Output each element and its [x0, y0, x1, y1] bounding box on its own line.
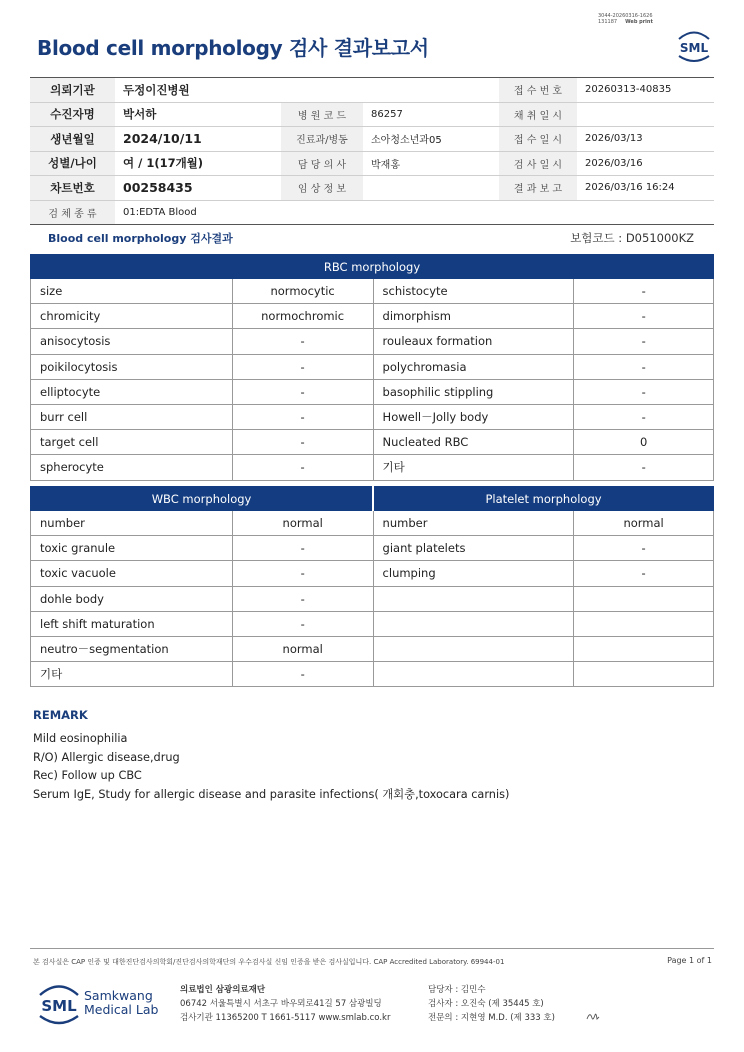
wbc-item-result [574, 611, 714, 636]
rbc-row [31, 379, 714, 404]
rbc-row [31, 430, 714, 455]
wbc-item-result: - [232, 611, 373, 636]
wbc-item-result: - [232, 586, 373, 611]
rbc-item-name: schistocyte [373, 279, 574, 304]
label-result-report: 결 과 보 고 [499, 176, 577, 201]
web-print-label: Web print [625, 19, 653, 25]
report-title: Blood cell morphology 검사 결과보고서 [37, 36, 429, 60]
rbc-item-name: anisocytosis [31, 329, 233, 354]
wbc-item-name [373, 586, 574, 611]
rbc-item-name: size [31, 279, 233, 304]
label-requesting-institution: 의뢰기관 [30, 78, 115, 103]
footer-divider [30, 948, 714, 949]
wbc-item-result: - [232, 561, 373, 586]
rbc-item-result: 0 [574, 430, 714, 455]
rbc-row [31, 354, 714, 379]
info-row [30, 200, 714, 224]
rbc-item-result: - [574, 329, 714, 354]
value-department: 소아청소년과05 [363, 127, 499, 152]
wbc-header-row [31, 487, 714, 511]
rbc-row [31, 455, 714, 480]
rbc-item-name: elliptocyte [31, 379, 233, 404]
rbc-morphology-table [30, 254, 714, 481]
wbc-item-name: neutro－segmentation [31, 636, 233, 661]
remark-line: R/O) Allergic disease,drug [33, 750, 180, 764]
staff-manager: 담당자 : 김민수 [428, 985, 486, 995]
label-patient-name: 수진자명 [30, 102, 115, 127]
rbc-item-name: basophilic stippling [373, 379, 574, 404]
rbc-header-row [31, 255, 714, 279]
patient-info-table [30, 77, 714, 225]
print-code [598, 13, 668, 25]
value-specimen-type: 01:EDTA Blood [115, 200, 714, 224]
lab-name [84, 989, 158, 1017]
label-chart-number: 차트번호 [30, 176, 115, 201]
info-row [30, 151, 714, 176]
sml-logo-text: SML [679, 41, 709, 55]
wbc-item-name: clumping [373, 561, 574, 586]
label-collection-time: 채 취 일 시 [499, 102, 577, 127]
label-doctor: 담 당 의 사 [281, 151, 363, 176]
label-receipt-date: 접 수 일 시 [499, 127, 577, 152]
info-row [30, 102, 714, 127]
foundation-info [180, 983, 390, 1025]
wbc-item-name: left shift maturation [31, 611, 233, 636]
wbc-item-name: dohle body [31, 586, 233, 611]
value-requesting-institution: 두정이진병원 [115, 78, 281, 103]
rbc-item-result: - [232, 404, 373, 429]
wbc-item-name: number [373, 511, 574, 536]
lab-name-line2: Medical Lab [84, 1002, 159, 1017]
value-birth-date: 2024/10/11 [115, 127, 281, 152]
wbc-item-name: toxic granule [31, 536, 233, 561]
print-code-line1: 3044-20260316-1626 [598, 13, 653, 19]
rbc-item-result: - [574, 304, 714, 329]
rbc-item-name: dimorphism [373, 304, 574, 329]
rbc-item-name: rouleaux formation [373, 329, 574, 354]
rbc-row [31, 279, 714, 304]
value-chart-number: 00258435 [115, 176, 281, 201]
lab-name-line1: Samkwang [84, 988, 153, 1003]
label-department: 진료과/병동 [281, 127, 363, 152]
empty-cell [281, 78, 363, 103]
staff-tester: 검사자 : 오진숙 (제 35445 호) [428, 999, 544, 1009]
wbc-platelet-table [30, 486, 714, 687]
label-test-date: 검 사 일 시 [499, 151, 577, 176]
label-sex-age: 성별/나이 [30, 151, 115, 176]
wbc-row [31, 636, 714, 661]
staff-specialist: 전문의 : 지현영 M.D. (제 333 호) [428, 1013, 555, 1023]
rbc-item-result: normocytic [232, 279, 373, 304]
wbc-item-result [574, 586, 714, 611]
remark-content [33, 730, 509, 804]
wbc-item-name: 기타 [31, 662, 233, 687]
wbc-item-result: - [232, 536, 373, 561]
print-code-line2: 131187 [598, 19, 618, 25]
label-receipt-number: 접 수 번 호 [499, 78, 577, 103]
rbc-item-result: - [574, 279, 714, 304]
remark-line: Serum IgE, Study for allergic disease and parasite infections( 개회충,toxocara carnis) [33, 787, 510, 801]
value-receipt-number: 20260313-40835 [577, 78, 714, 103]
wbc-item-name: giant platelets [373, 536, 574, 561]
rbc-item-name: 기타 [373, 455, 574, 480]
rbc-item-name: burr cell [31, 404, 233, 429]
value-doctor: 박재홍 [363, 151, 499, 176]
value-test-date: 2026/03/16 [577, 151, 714, 176]
wbc-item-result: - [232, 662, 373, 687]
value-collection-time [577, 102, 714, 127]
sml-logo-icon [674, 28, 714, 64]
info-row [30, 78, 714, 103]
wbc-row [31, 511, 714, 536]
rbc-item-name: polychromasia [373, 354, 574, 379]
wbc-item-name [373, 662, 574, 687]
value-sex-age: 여 / 1(17개월) [115, 151, 281, 176]
wbc-row [31, 561, 714, 586]
value-result-report: 2026/03/16 16:24 [577, 176, 714, 201]
wbc-row [31, 611, 714, 636]
rbc-item-result: - [574, 354, 714, 379]
sml-lab-logo-text: SML [41, 997, 77, 1015]
rbc-item-result: - [574, 404, 714, 429]
signature-icon [585, 1008, 601, 1022]
accreditation-note: 본 검사실은 CAP 인증 및 대한진단검사의학회/진단검사의학재단의 우수검사실 신임 인증을 받은 검사실입니다. CAP Accredited Laboratory. 69944-01 [33, 958, 505, 966]
foundation-name: 의료법인 삼광의료재단 [180, 985, 266, 995]
empty-cell [363, 78, 499, 103]
wbc-row [31, 586, 714, 611]
rbc-item-name: target cell [31, 430, 233, 455]
rbc-item-name: spherocyte [31, 455, 233, 480]
wbc-item-result: normal [232, 636, 373, 661]
value-receipt-date: 2026/03/13 [577, 127, 714, 152]
wbc-item-result: - [574, 536, 714, 561]
wbc-row [31, 662, 714, 687]
remark-title: REMARK [33, 708, 88, 722]
wbc-item-result [574, 662, 714, 687]
wbc-item-name: toxic vacuole [31, 561, 233, 586]
rbc-item-name: chromicity [31, 304, 233, 329]
value-patient-name: 박서하 [115, 102, 281, 127]
wbc-item-result: - [574, 561, 714, 586]
section-title: Blood cell morphology 검사결과 [48, 232, 233, 245]
rbc-item-name: Nucleated RBC [373, 430, 574, 455]
rbc-item-result: - [232, 329, 373, 354]
value-clinical-info [363, 176, 499, 201]
rbc-item-result: - [232, 430, 373, 455]
label-clinical-info: 임 상 정 보 [281, 176, 363, 201]
wbc-row [31, 536, 714, 561]
wbc-item-result: normal [574, 511, 714, 536]
rbc-item-result: - [232, 455, 373, 480]
foundation-address: 06742 서울특별시 서초구 바우뫼로41길 57 삼광빌딩 [180, 999, 382, 1009]
rbc-item-result: - [232, 379, 373, 404]
wbc-item-result: normal [232, 511, 373, 536]
remark-line: Mild eosinophilia [33, 732, 128, 745]
rbc-item-name: Howell－Jolly body [373, 404, 574, 429]
label-specimen-type: 검 체 종 류 [30, 200, 115, 224]
sml-lab-logo-icon [34, 980, 84, 1026]
value-hospital-code: 86257 [363, 102, 499, 127]
staff-info [428, 983, 555, 1025]
rbc-item-result: - [574, 379, 714, 404]
label-hospital-code: 병 원 코 드 [281, 102, 363, 127]
rbc-item-result: - [574, 455, 714, 480]
platelet-header: Platelet morphology [373, 487, 713, 511]
wbc-item-name [373, 636, 574, 661]
info-row [30, 176, 714, 201]
rbc-row [31, 304, 714, 329]
wbc-header: WBC morphology [31, 487, 374, 511]
foundation-contact: 검사기관 11365200 T 1661-5117 www.smlab.co.kr [180, 1013, 391, 1023]
info-row [30, 127, 714, 152]
insurance-code: 보험코드 : D051000KZ [570, 231, 694, 245]
rbc-item-result: normochromic [232, 304, 373, 329]
label-birth-date: 생년월일 [30, 127, 115, 152]
rbc-row [31, 404, 714, 429]
wbc-item-result [574, 636, 714, 661]
rbc-item-result: - [232, 354, 373, 379]
remark-line: Rec) Follow up CBC [33, 769, 142, 782]
wbc-item-name: number [31, 511, 233, 536]
rbc-item-name: poikilocytosis [31, 354, 233, 379]
rbc-header: RBC morphology [31, 255, 714, 279]
rbc-row [31, 329, 714, 354]
page-number: Page 1 of 1 [667, 956, 712, 965]
wbc-item-name [373, 611, 574, 636]
